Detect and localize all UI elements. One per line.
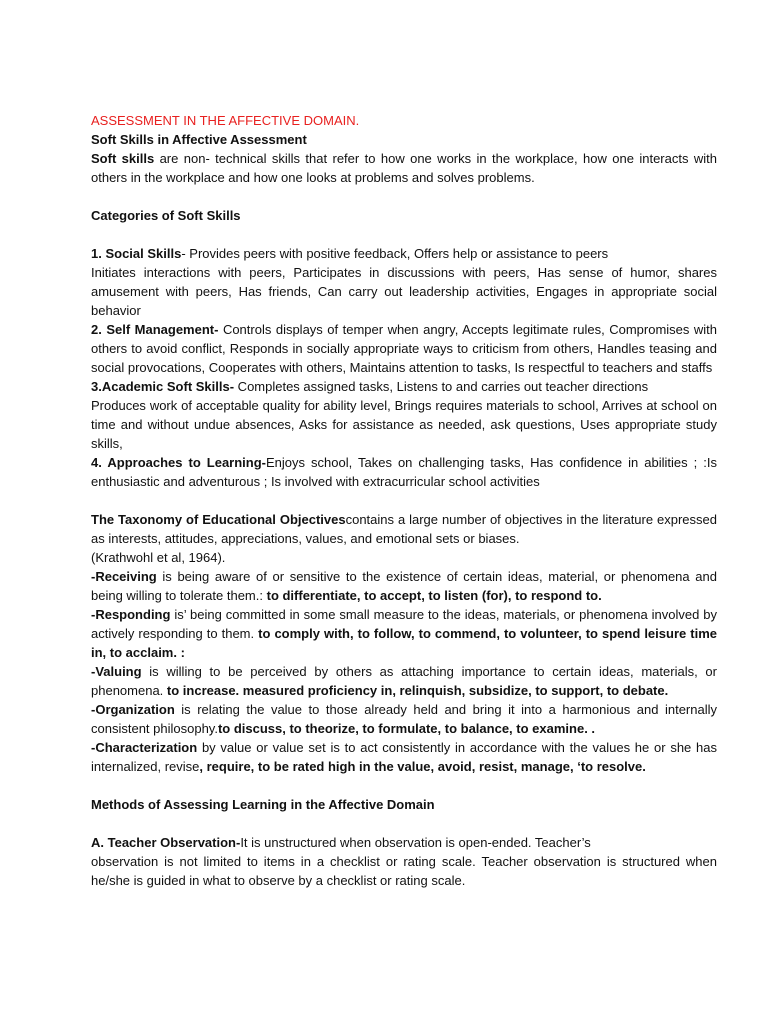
document-title: ASSESSMENT IN THE AFFECTIVE DOMAIN.	[91, 113, 360, 128]
category-social-skills: 1. Social Skills- Provides peers with positive feedback, Offers help or assistance to peers	[91, 246, 609, 261]
category-social-skills-details: Initiates interactions with peers, Participates in discussions with peers, Has sense of humor, shares amusement with peers, Has friends, Can carry out leadership activities, Engages in appropriate social behavior	[91, 265, 717, 318]
taxonomy-level-receiving: -Receiving is being aware of or sensitive to the existence of certain ideas, material, or phenomena and being willing to tolerate them.: to differentiate, to accept, to listen (for), to respond to.	[91, 569, 717, 603]
taxonomy-citation: (Krathwohl et al, 1964).	[91, 550, 226, 565]
method-teacher-observation-details: observation is not limited to items in a checklist or rating scale. Teacher observation is structured when he/she is guided in what to observe by a checklist or rating scale.	[91, 854, 717, 888]
category-academic-soft-skills-details: Produces work of acceptable quality for ability level, Brings requires materials to school, Arrives at school on time and without undue absences, Asks for assistance as needed, ask questions, Uses appropriate study skills,	[91, 398, 717, 451]
section-heading-soft-skills: Soft Skills in Affective Assessment	[91, 132, 307, 147]
taxonomy-intro: The Taxonomy of Educational Objectivescontains a large number of objectives in the literature expressed as interests, attitudes, appreciations, values, and emotional sets or biases.	[91, 512, 717, 546]
taxonomy-level-organization: -Organization is relating the value to those already held and bring it into a harmonious and internally consistent philosophy.to discuss, to theorize, to formulate, to balance, to examine. .	[91, 702, 717, 736]
method-teacher-observation: A. Teacher Observation-It is unstructured when observation is open-ended. Teacher’s	[91, 835, 591, 850]
soft-skills-definition: Soft skills are non- technical skills that refer to how one works in the workplace, how one interacts with others in the workplace and how one looks at problems and solves problems.	[91, 151, 717, 185]
document-body	[91, 111, 717, 890]
section-heading-categories: Categories of Soft Skills	[91, 208, 241, 223]
taxonomy-level-responding: -Responding is’ being committed in some small measure to the ideas, materials, or phenomena involved by actively responding to them. to comply with, to follow, to commend, to volunteer, to spend leisure time in, to acclaim. :	[91, 607, 717, 660]
category-self-management: 2. Self Management- Controls displays of temper when angry, Accepts legitimate rules, Compromises with others to avoid conflict, Responds in socially appropriate ways to criticism from others, Handles teasing and social provocations, Cooperates with others, Maintains attention to tasks, Is respectful to teachers and staffs	[91, 322, 717, 375]
section-heading-methods: Methods of Assessing Learning in the Affective Domain	[91, 797, 435, 812]
category-academic-soft-skills: 3.Academic Soft Skills- Completes assigned tasks, Listens to and carries out teacher directions	[91, 379, 649, 394]
taxonomy-level-valuing: -Valuing is willing to be perceived by others as attaching importance to certain ideas, materials, or phenomena. to increase. measured proficiency in, relinquish, subsidize, to support, to debate.	[91, 664, 717, 698]
taxonomy-level-characterization: -Characterization by value or value set is to act consistently in accordance with the values he or she has internalized, revise, require, to be rated high in the value, avoid, resist, manage, ‘to resolve.	[91, 740, 717, 774]
category-approaches-to-learning: 4. Approaches to Learning-Enjoys school, Takes on challenging tasks, Has confidence in abilities ; :Is enthusiastic and adventurous ; Is involved with extracurricular school activities	[91, 455, 717, 489]
